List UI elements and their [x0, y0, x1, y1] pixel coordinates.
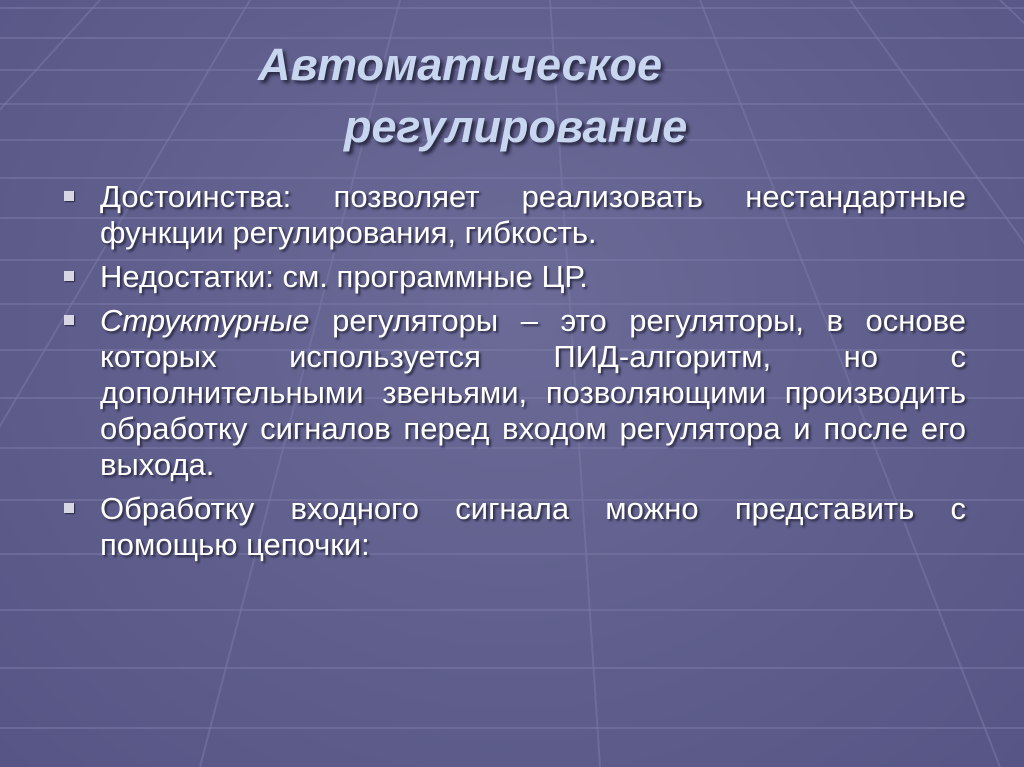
- bullet-list: [64, 179, 966, 571]
- title-line-2: регулирование: [344, 101, 688, 152]
- bullet-structural-regulators: [64, 303, 966, 483]
- bullet-disadvantages-text: Недостатки: см. программные ЦР.: [100, 259, 588, 294]
- bullet-disadvantages: [64, 259, 966, 295]
- bullet-structural-term: Структурные: [100, 303, 310, 338]
- square-bullet-icon: [64, 191, 74, 201]
- title-line-1: Автоматическое: [258, 39, 662, 90]
- square-bullet-icon: [64, 271, 74, 281]
- square-bullet-icon: [64, 315, 74, 325]
- bullet-structural-text: регуляторы – это регуляторы, в основе которых используется ПИД-алгоритм, но с дополнительными звеньями, позволяющими производить обработку сигналов перед входом регулятора и после его выхода.: [100, 303, 966, 482]
- square-bullet-icon: [64, 503, 74, 513]
- bullet-input-processing-text: Обработку входного сигнала можно представить с помощью цепочки:: [100, 491, 966, 562]
- bullet-input-processing: [64, 491, 966, 563]
- bullet-advantages-text: Достоинства: позволяет реализовать нестандартные функции регулирования, гибкость.: [100, 179, 966, 250]
- bullet-advantages: [64, 179, 966, 251]
